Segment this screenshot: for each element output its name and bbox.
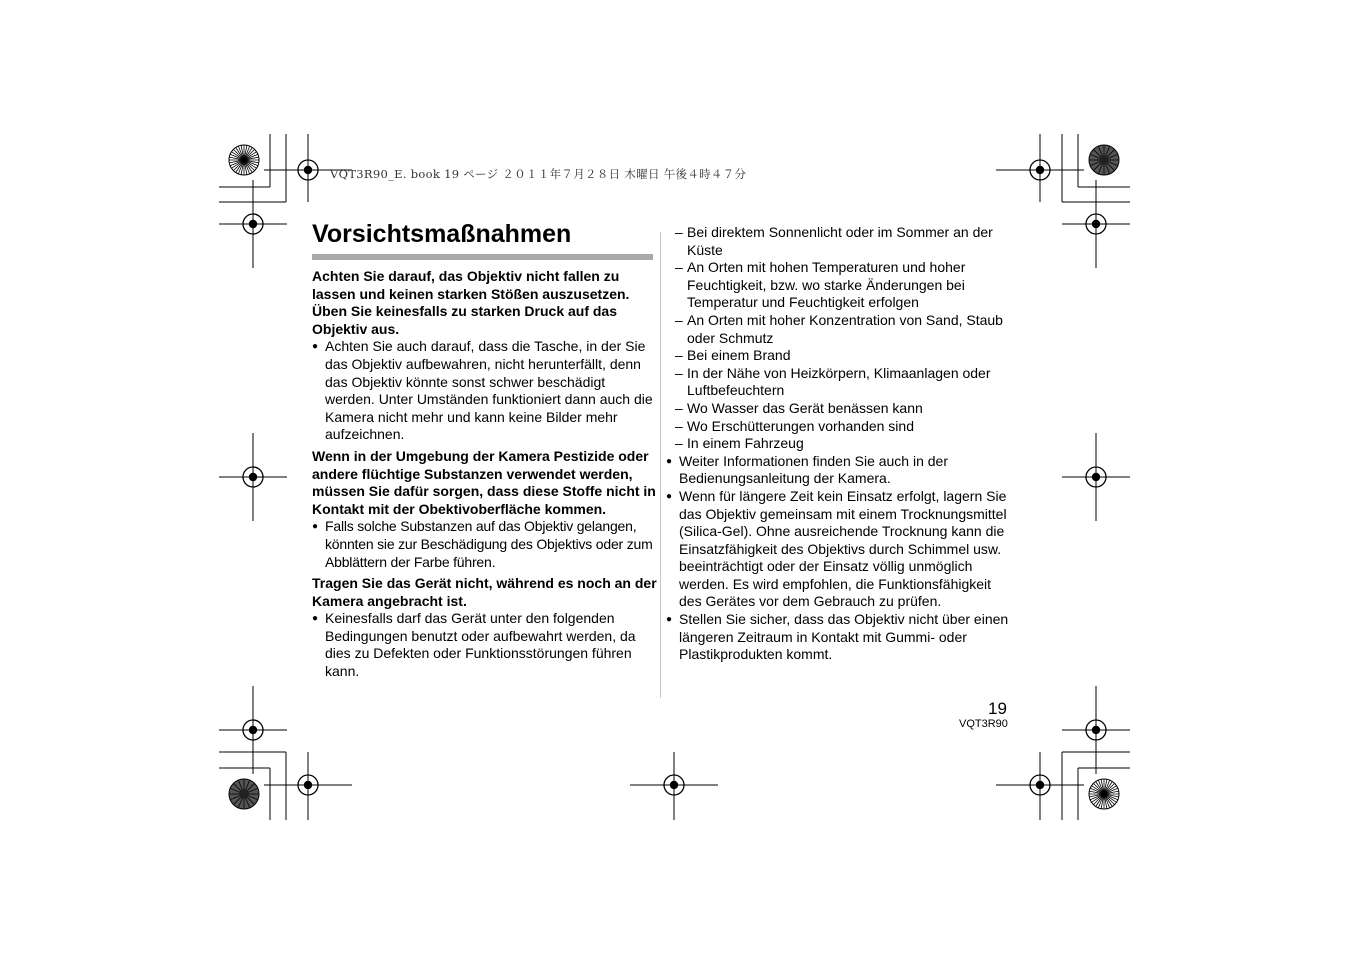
document-code: VQT3R90 (959, 718, 1008, 730)
dash-item: – Wo Erschütterungen vorhanden sind (666, 418, 1012, 436)
bullet-item: ● Weiter Informationen finden Sie auch in der Bedienungsanleitung der Kamera. (666, 453, 1012, 488)
dash-item: – In der Nähe von Heizkörpern, Klimaanlagen oder Luftbefeuchtern (666, 365, 1012, 400)
dash-item: – Wo Wasser das Gerät benässen kann (666, 400, 1012, 418)
column-divider (660, 232, 661, 698)
bullet-bag-drop: ● Achten Sie auch darauf, dass die Tasche, in der Sie das Objektiv aufbewahren, nicht herunterfällt, denn das Objektiv könnte sonst schwer beschädigt werden. Unter Umständen funktioniert dann auch die Kamera nicht mehr und kann keine Bilder mehr aufzeichnen. (312, 338, 657, 444)
dash-item: – In einem Fahrzeug (666, 435, 1012, 453)
bullet-item: ● Stellen Sie sicher, dass das Objektiv nicht über einen längeren Zeitraum in Kontakt mit Gummi- oder Plastikprodukten kommt. (666, 611, 1012, 664)
bullet-conditions: ● Keinesfalls darf das Gerät unter den folgenden Bedingungen benutzt oder aufbewahrt werden, da dies zu Defekten oder Funktionsstörungen führen kann. (312, 610, 657, 680)
right-column (666, 224, 1012, 664)
bullet-substances: ● Falls solche Substanzen auf das Objektiv gelangen, könnten sie zur Beschädigung des Objektivs oder zum Abblättern der Farbe führen. (312, 518, 657, 571)
dash-item: – An Orten mit hoher Konzentration von Sand, Staub oder Schmutz (666, 312, 1012, 347)
bullet-item: ● Wenn für längere Zeit kein Einsatz erfolgt, lagern Sie das Objektiv gemeinsam mit einem Trocknungsmittel (Silica-Gel). Ohne ausreichende Trocknung kann die Einsatzfähigkeit des Objektivs durch Schimmel usw. beeinträchtigt oder der Einsatz völlig unmöglich werden. Es wird empfohlen, die Funktionsfähigkeit des Gerätes vor dem Gebrauch zu prüfen. (666, 488, 1012, 611)
section-heading-carry: Tragen Sie das Gerät nicht, während es noch an der Kamera angebracht ist. (312, 575, 657, 609)
book-header-line: VQT3R90_E. book 19 ページ ２０１１年７月２８日 木曜日 午後４時４７分 (330, 167, 747, 181)
left-column (312, 268, 657, 681)
section-heading-pesticides: Wenn in der Umgebung der Kamera Pestizide oder andere flüchtige Substanzen verwendet werden, müssen Sie dafür sorgen, dass diese Stoffe nicht in Kontakt mit der Obektivoberfläche kommen. (312, 447, 656, 517)
section-heading-drop: Achten Sie darauf, das Objektiv nicht fallen zu lassen und keinen starken Stößen auszusetzen. Üben Sie keinesfalls zu starken Druck auf das Objektiv aus. (312, 268, 630, 337)
dash-item: – An Orten mit hohen Temperaturen und hoher Feuchtigkeit, bzw. wo starke Änderungen bei Temperatur und Feuchtigkeit erfolgen (666, 259, 1012, 312)
page-number: 19 (988, 699, 1007, 718)
dash-item: – Bei einem Brand (666, 347, 1012, 365)
title-underline (312, 254, 653, 260)
page-title: Vorsichtsmaßnahmen (312, 220, 572, 248)
dash-item: – Bei direktem Sonnenlicht oder im Sommer an der Küste (666, 224, 1012, 259)
